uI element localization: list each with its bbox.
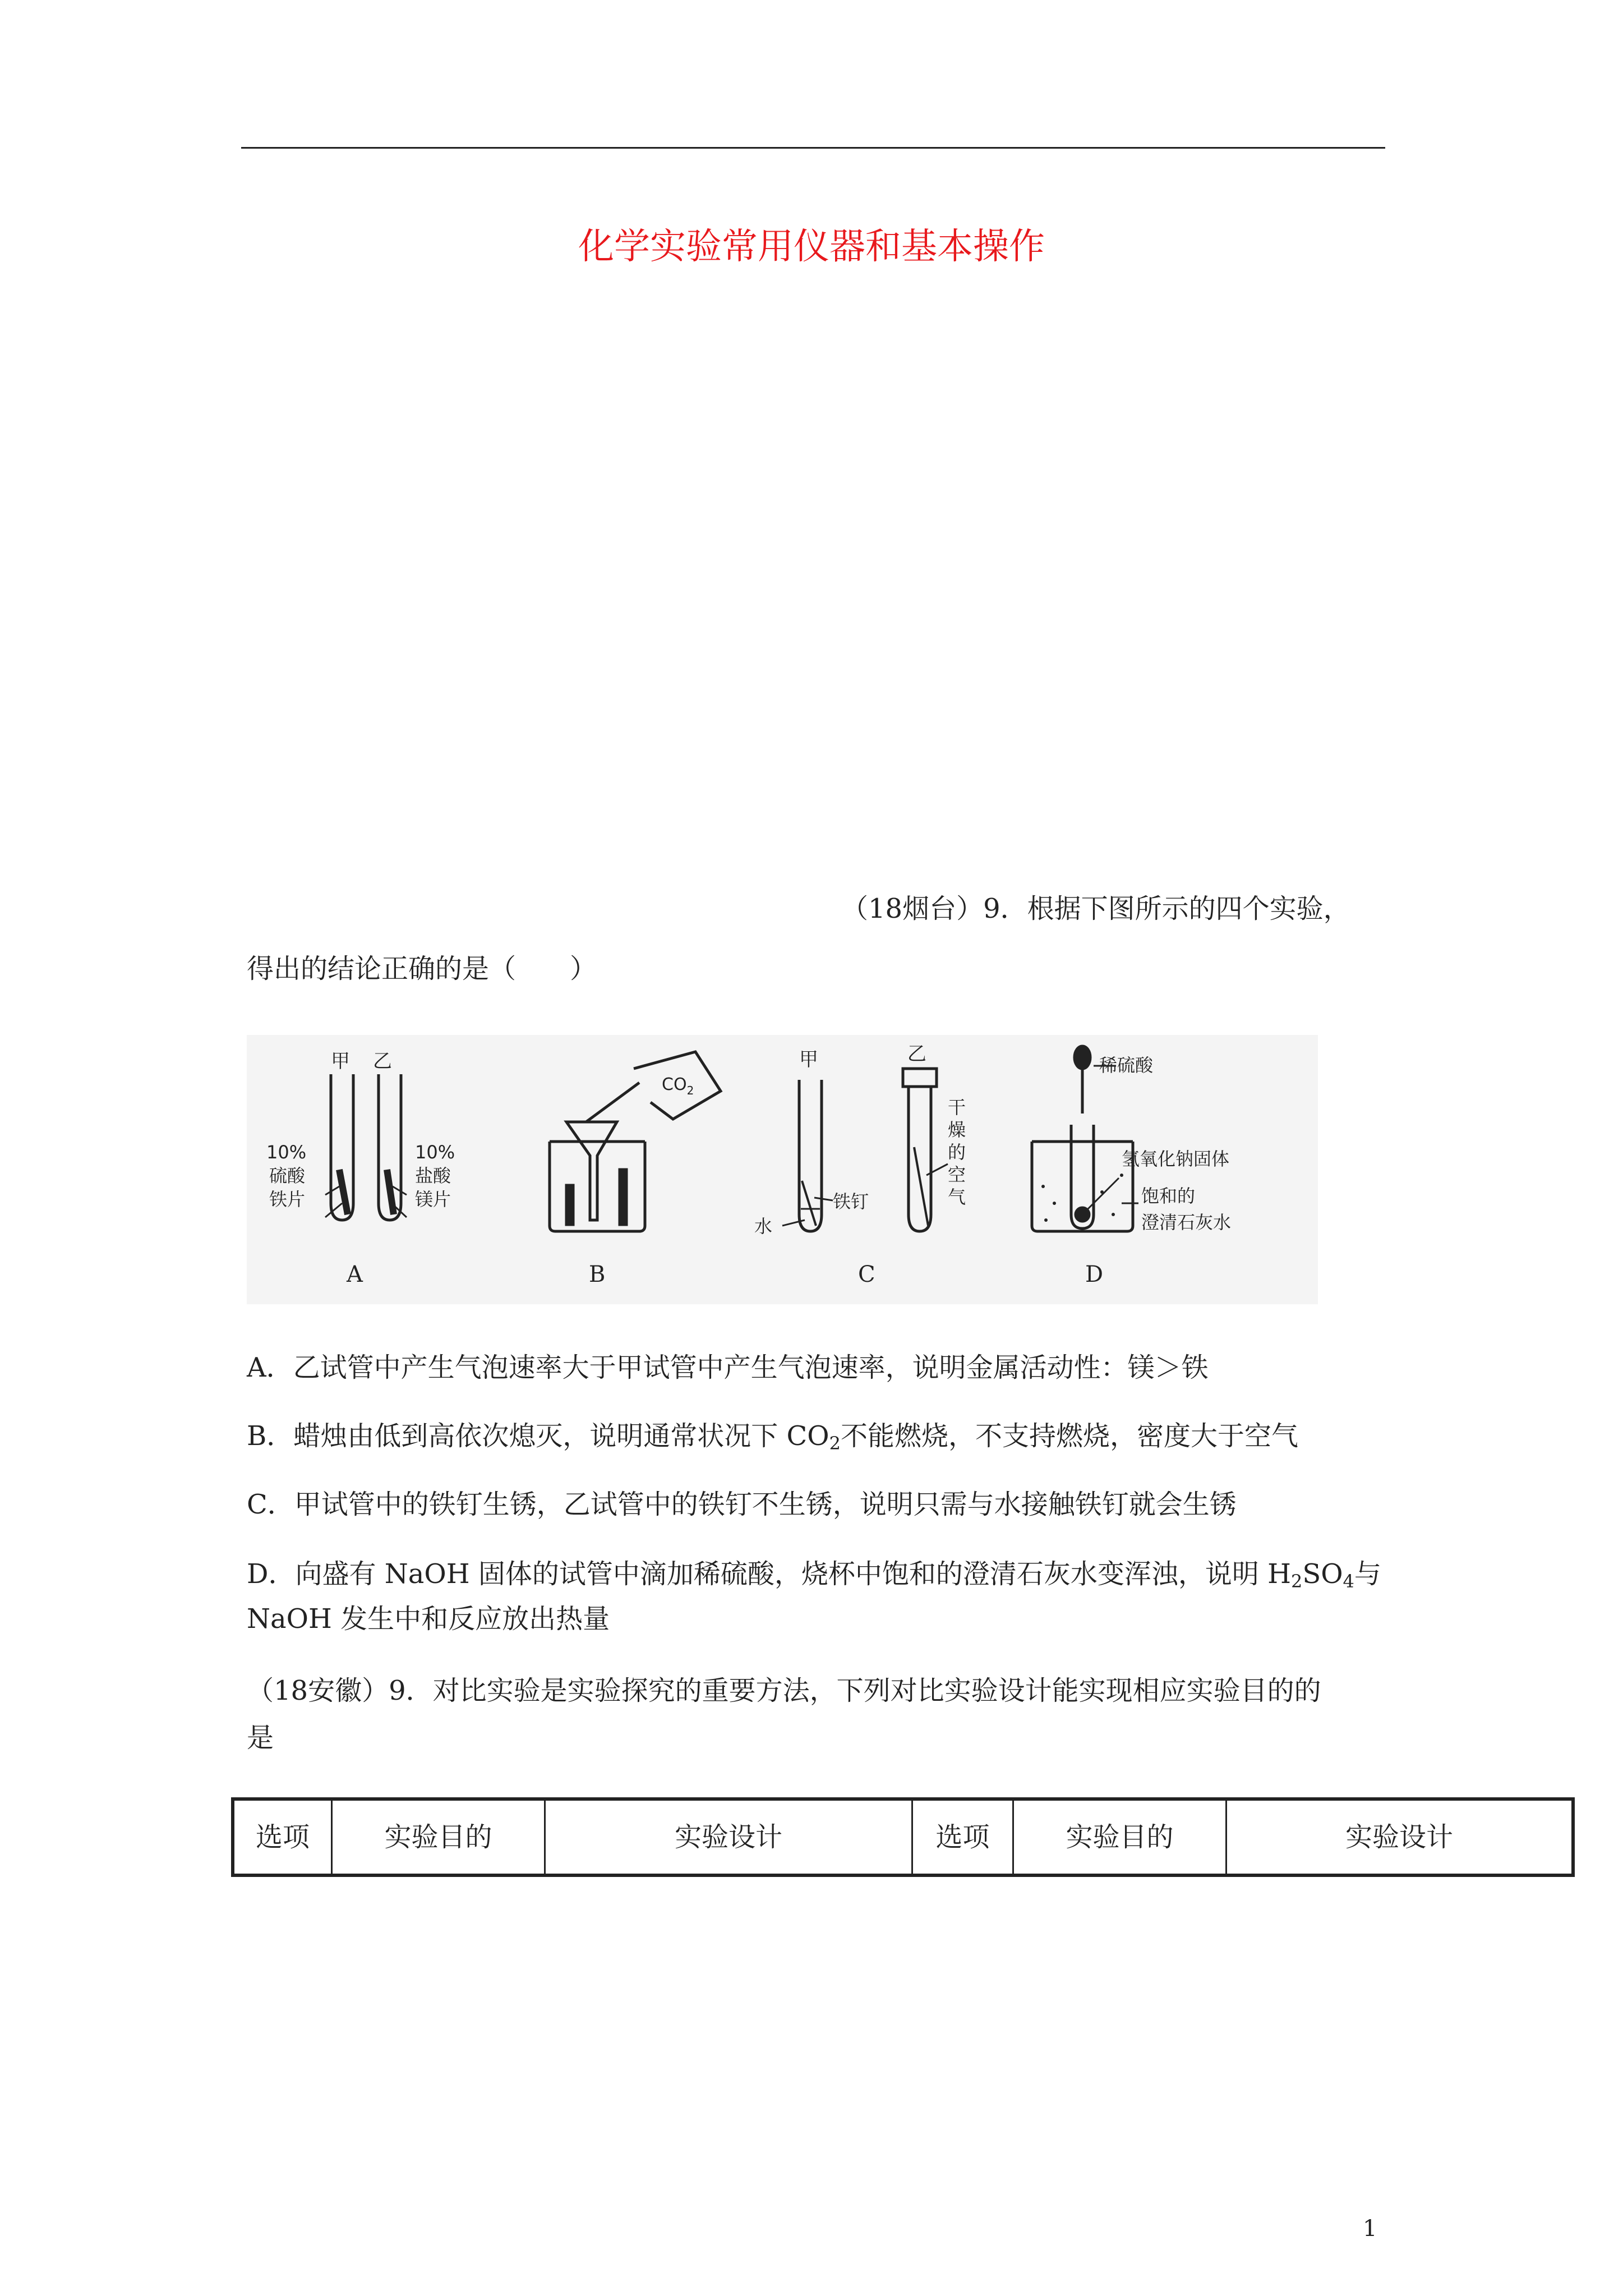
experiment-b xyxy=(550,1052,721,1231)
document-title: 化学实验常用仪器和基本操作 xyxy=(578,226,1045,268)
caption-b: B xyxy=(589,1262,606,1287)
q1-option-a: A．乙试管中产生气泡速率大于甲试管中产生气泡速率，说明金属活动性：镁＞铁 xyxy=(247,1352,1209,1383)
c-tube-jia: 甲 xyxy=(799,1048,818,1071)
iron-strip-icon xyxy=(339,1170,348,1214)
header-option-1: 选项 xyxy=(233,1799,332,1875)
nail-jia-icon xyxy=(802,1181,816,1226)
c-air-3: 的 xyxy=(948,1142,966,1163)
nail-yi-icon xyxy=(914,1147,928,1226)
c-tube-yi: 乙 xyxy=(907,1043,926,1065)
caption-c: C xyxy=(858,1262,875,1287)
q2-intro-line2: 是 xyxy=(247,1722,274,1754)
header-purpose-2: 实验目的 xyxy=(1013,1799,1227,1875)
caption-a: A xyxy=(347,1262,363,1287)
d-acid-label: 稀硫酸 xyxy=(1099,1055,1154,1076)
d-lime-label-2: 澄清石灰水 xyxy=(1141,1212,1232,1233)
a-left-acid: 硫酸 xyxy=(269,1165,306,1186)
q1-option-d-line2: NaOH 发生中和反应放出热量 xyxy=(247,1603,610,1635)
a-right-acid: 盐酸 xyxy=(415,1165,451,1186)
d-lime-label-1: 饱和的 xyxy=(1141,1185,1196,1207)
a-left-metal: 铁片 xyxy=(269,1189,306,1210)
a-right-conc: 10% xyxy=(415,1142,455,1163)
table-header-row xyxy=(233,1799,1573,1875)
q1-option-c: C．甲试管中的铁钉生锈，乙试管中的铁钉不生锈，说明只需与水接触铁钉就会生锈 xyxy=(247,1489,1237,1520)
caption-d: D xyxy=(1085,1262,1104,1287)
a-left-conc: 10% xyxy=(266,1142,307,1163)
mg-strip-icon xyxy=(387,1170,394,1214)
page-number: 1 xyxy=(1363,2216,1377,2242)
a-tube-yi: 乙 xyxy=(373,1050,392,1073)
q1-option-d: D．向盛有 NaOH 固体的试管中滴加稀硫酸，烧杯中饱和的澄清石灰水变浑浊，说明 $H_2SO_4$与 xyxy=(247,1558,1381,1592)
candle-low-icon xyxy=(566,1185,573,1225)
c-water-label: 水 xyxy=(754,1216,773,1237)
dropper-bulb-icon xyxy=(1075,1046,1090,1069)
c-air-4: 空 xyxy=(948,1164,966,1185)
q2-intro-line1: （18安徽）9．对比实验是实验探究的重要方法，下列对比实验设计能实现相应实验目的的 xyxy=(247,1675,1321,1706)
experiment-figure xyxy=(247,1035,1318,1304)
q1-intro-line1: （18烟台）9．根据下图所示的四个实验， xyxy=(841,893,1350,924)
header-design-2: 实验设计 xyxy=(1227,1799,1574,1875)
c-air-1: 干 xyxy=(948,1097,966,1118)
header-rule xyxy=(241,147,1385,149)
c-nail-label: 铁钉 xyxy=(833,1191,869,1212)
q1-option-b: B．蜡烛由低到高依次熄灭，说明通常状况下 $CO_2$不能燃烧，不支持燃烧，密度大于空气 xyxy=(247,1420,1298,1454)
header-design-1: 实验设计 xyxy=(545,1799,912,1875)
b-bottle-label: $CO_2$ xyxy=(662,1075,694,1097)
a-tube-jia: 甲 xyxy=(331,1050,350,1073)
d-naoh-label: 氢氧化钠固体 xyxy=(1122,1148,1230,1170)
header-purpose-1: 实验目的 xyxy=(332,1799,545,1875)
experiment-a xyxy=(325,1074,407,1220)
stopper-icon xyxy=(903,1069,937,1087)
q1-intro-line2: 得出的结论正确的是（ ） xyxy=(247,953,597,984)
c-air-2: 燥 xyxy=(948,1119,966,1140)
header-option-2: 选项 xyxy=(912,1799,1013,1875)
a-right-metal: 镁片 xyxy=(415,1189,451,1210)
comparison-table xyxy=(231,1797,1575,1877)
candle-high-icon xyxy=(620,1170,626,1225)
c-air-5: 气 xyxy=(948,1186,966,1208)
